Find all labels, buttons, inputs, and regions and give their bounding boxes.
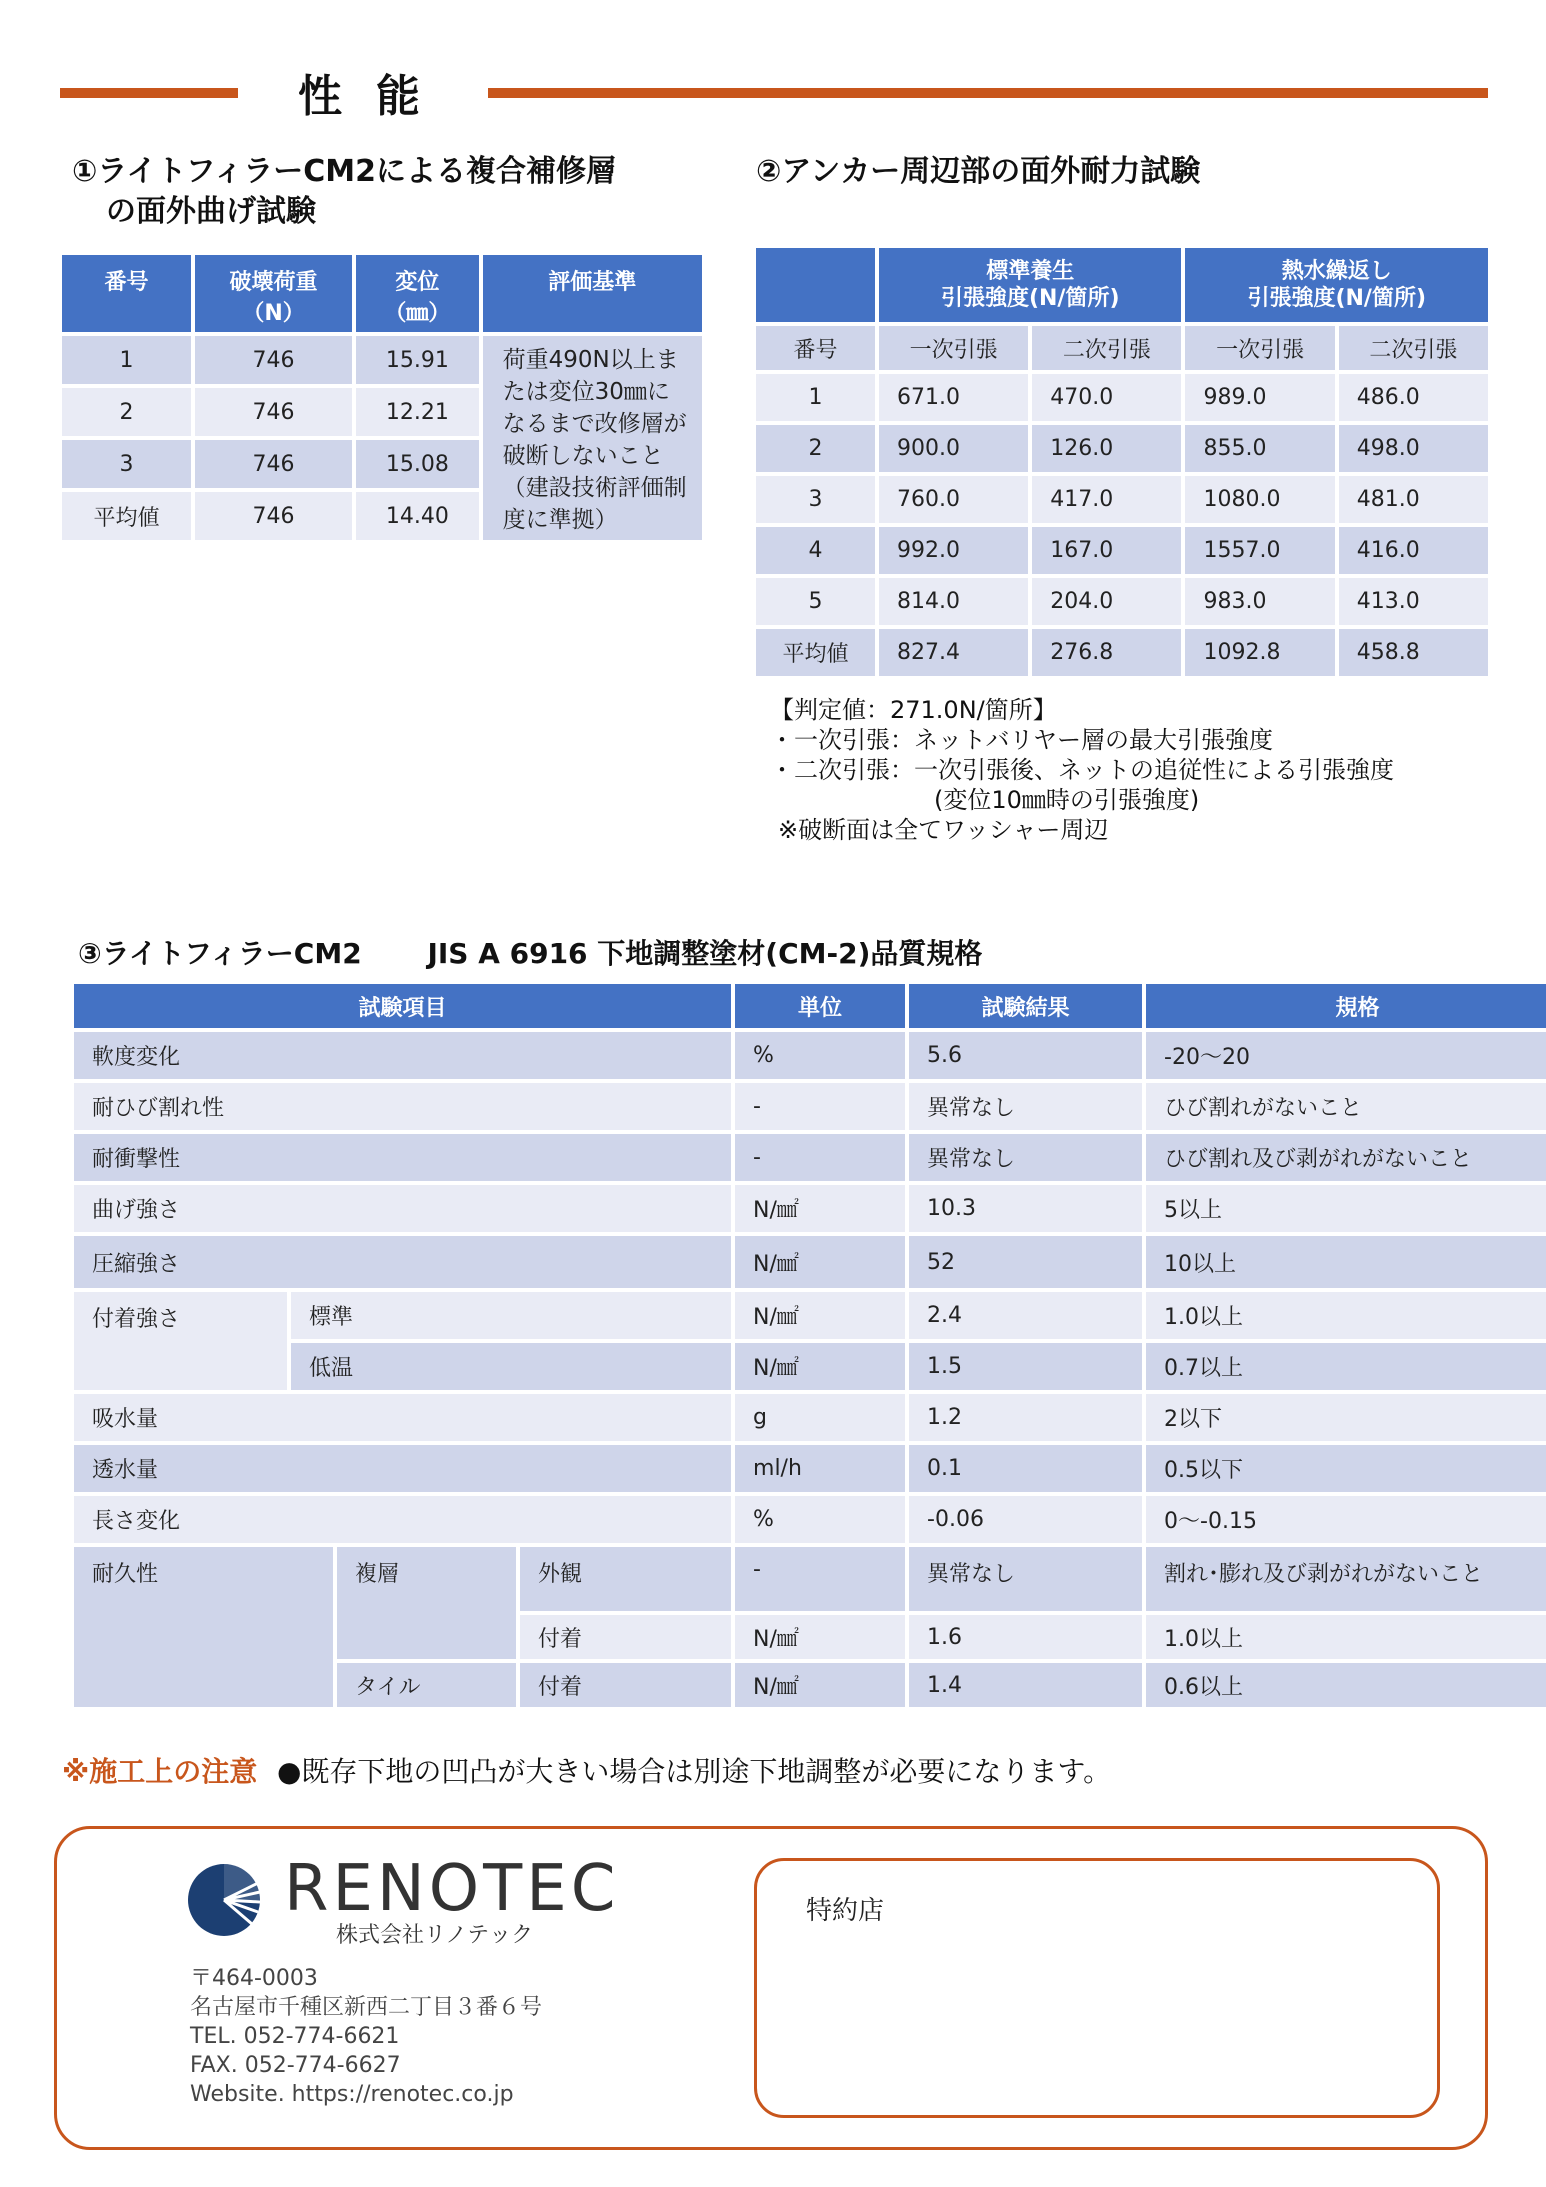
cell-value: 458.8 bbox=[1339, 629, 1488, 676]
cell-result: 2.4 bbox=[909, 1292, 1142, 1339]
header-displacement: 変位 （㎜） bbox=[356, 255, 479, 332]
cell-value: 1092.8 bbox=[1185, 629, 1334, 676]
page-title: 性能 bbox=[298, 71, 454, 122]
table-row bbox=[756, 578, 1488, 625]
cell-unit: ml/h bbox=[735, 1445, 905, 1492]
cell-spec: 0.6以上 bbox=[1146, 1663, 1546, 1707]
cell-load: 746 bbox=[195, 440, 352, 488]
cell-unit: - bbox=[735, 1083, 905, 1130]
caution-text: ●既存下地の凹凸が大きい場合は別途下地調整が必要になります。 bbox=[276, 1755, 1112, 1788]
cell-disp: 14.40 bbox=[356, 492, 479, 540]
cell-value: 1557.0 bbox=[1185, 527, 1334, 574]
cell-load: 746 bbox=[195, 336, 352, 384]
cell-item: 長さ変化 bbox=[74, 1496, 731, 1543]
table-row bbox=[74, 1292, 1546, 1339]
cell-unit: N/㎟ bbox=[735, 1615, 905, 1659]
title-rule-right bbox=[488, 88, 1488, 98]
caution-line bbox=[62, 1750, 1111, 1790]
renotec-logo-icon bbox=[186, 1862, 262, 1938]
cell-result: 52 bbox=[909, 1236, 1142, 1288]
cell-value: 760.0 bbox=[879, 476, 1028, 523]
header-blank bbox=[756, 248, 875, 322]
cell-load: 746 bbox=[195, 492, 352, 540]
title-rule-left bbox=[60, 88, 238, 98]
cell-spec: -20～20 bbox=[1146, 1032, 1546, 1079]
cell-result: 5.6 bbox=[909, 1032, 1142, 1079]
cell-value: 167.0 bbox=[1032, 527, 1181, 574]
subheader-no: 番号 bbox=[756, 326, 875, 370]
cell-unit: % bbox=[735, 1032, 905, 1079]
cell-spec: 0.7以上 bbox=[1146, 1343, 1546, 1390]
table-row bbox=[756, 629, 1488, 676]
cell-spec: ひび割れ及び剥がれがないこと bbox=[1146, 1134, 1546, 1181]
cell-disp: 15.08 bbox=[356, 440, 479, 488]
cell-no: 平均値 bbox=[62, 492, 191, 540]
cell-value: 417.0 bbox=[1032, 476, 1181, 523]
cell-no: 1 bbox=[756, 374, 875, 421]
cell-no: 3 bbox=[62, 440, 191, 488]
table-row bbox=[74, 1343, 1546, 1390]
cell-value: 276.8 bbox=[1032, 629, 1181, 676]
cell-unit: g bbox=[735, 1394, 905, 1441]
section2-title: ②アンカー周辺部の面外耐力試験 bbox=[756, 154, 1201, 189]
cell-no: 平均値 bbox=[756, 629, 875, 676]
table-row bbox=[756, 476, 1488, 523]
bending-test-table bbox=[58, 251, 706, 544]
cell-value: 992.0 bbox=[879, 527, 1028, 574]
cell-item: 吸水量 bbox=[74, 1394, 731, 1441]
note-judgement: 【判定値：271.0N/箇所】 bbox=[770, 696, 1057, 724]
cell-value: 486.0 bbox=[1339, 374, 1488, 421]
table-row bbox=[74, 1032, 1546, 1079]
cell-subitem: 付着 bbox=[520, 1615, 731, 1659]
cell-spec: 5以上 bbox=[1146, 1185, 1546, 1232]
cell-spec: 10以上 bbox=[1146, 1236, 1546, 1288]
cell-value: 814.0 bbox=[879, 578, 1028, 625]
cell-value: 204.0 bbox=[1032, 578, 1181, 625]
cell-result: 1.6 bbox=[909, 1615, 1142, 1659]
cell-spec: 1.0以上 bbox=[1146, 1292, 1546, 1339]
cell-item: 曲げ強さ bbox=[74, 1185, 731, 1232]
cell-item: 軟度変化 bbox=[74, 1032, 731, 1079]
section3-title-left: ③ライトフィラーCM2 bbox=[78, 937, 362, 970]
subheader-secondary: 二次引張 bbox=[1339, 326, 1488, 370]
note-secondary: ・二次引張：一次引張後、ネットの追従性による引張強度 bbox=[770, 756, 1394, 784]
cell-result: 異常なし bbox=[909, 1134, 1142, 1181]
cell-spec: 0～-0.15 bbox=[1146, 1496, 1546, 1543]
note-secondary-detail: (変位10㎜時の引張強度) bbox=[934, 786, 1200, 814]
header-standard-curing: 標準養生 引張強度(N/箇所) bbox=[879, 248, 1182, 322]
cell-no: 3 bbox=[756, 476, 875, 523]
section2-notes bbox=[770, 695, 1394, 845]
header-no: 番号 bbox=[62, 255, 191, 332]
cell-spec: ひび割れがないこと bbox=[1146, 1083, 1546, 1130]
cell-unit: N/㎟ bbox=[735, 1292, 905, 1339]
cell-item: 耐ひび割れ性 bbox=[74, 1083, 731, 1130]
section1-title-line2: の面外曲げ試験 bbox=[106, 194, 316, 229]
cell-item: 耐衝撃性 bbox=[74, 1134, 731, 1181]
cell-value: 855.0 bbox=[1185, 425, 1334, 472]
cell-value: 498.0 bbox=[1339, 425, 1488, 472]
section1-title bbox=[72, 152, 616, 232]
cell-disp: 15.91 bbox=[356, 336, 479, 384]
table-row bbox=[74, 1134, 1546, 1181]
cell-result: 10.3 bbox=[909, 1185, 1142, 1232]
cell-no: 2 bbox=[756, 425, 875, 472]
cell-subitem: 外観 bbox=[520, 1547, 731, 1611]
cell-value: 1080.0 bbox=[1185, 476, 1334, 523]
dealer-label: 特約店 bbox=[806, 1896, 885, 1926]
cell-unit: - bbox=[735, 1134, 905, 1181]
fax: FAX. 052-774-6627 bbox=[190, 2053, 401, 2078]
table-row bbox=[74, 1394, 1546, 1441]
subheader-primary: 一次引張 bbox=[879, 326, 1028, 370]
subheader-secondary: 二次引張 bbox=[1032, 326, 1181, 370]
cell-unit: N/㎟ bbox=[735, 1185, 905, 1232]
anchor-test-table bbox=[752, 244, 1492, 680]
table-row bbox=[62, 336, 702, 384]
postal-code: 〒464-0003 bbox=[190, 1966, 318, 1991]
cell-spec: 0.5以下 bbox=[1146, 1445, 1546, 1492]
cell-load: 746 bbox=[195, 388, 352, 436]
section3-title-right: JIS A 6916 下地調整塗材(CM-2)品質規格 bbox=[427, 937, 983, 970]
table-row bbox=[74, 1185, 1546, 1232]
cell-result: 異常なし bbox=[909, 1547, 1142, 1611]
cell-value: 413.0 bbox=[1339, 578, 1488, 625]
cell-unit: N/㎟ bbox=[735, 1663, 905, 1707]
header-unit: 単位 bbox=[735, 984, 905, 1028]
cell-spec: 割れ･膨れ及び剥がれがないこと bbox=[1146, 1547, 1546, 1611]
quality-spec-table bbox=[70, 980, 1546, 1711]
cell-value: 989.0 bbox=[1185, 374, 1334, 421]
cell-disp: 12.21 bbox=[356, 388, 479, 436]
cell-unit: % bbox=[735, 1496, 905, 1543]
cell-unit: N/㎟ bbox=[735, 1343, 905, 1390]
cell-adhesion-label: 付着強さ bbox=[74, 1292, 287, 1390]
cell-no: 1 bbox=[62, 336, 191, 384]
cell-multilayer-label: 複層 bbox=[337, 1547, 516, 1659]
cell-result: -0.06 bbox=[909, 1496, 1142, 1543]
cell-no: 2 bbox=[62, 388, 191, 436]
cell-subitem: 低温 bbox=[291, 1343, 731, 1390]
note-fracture: ※破断面は全てワッシャー周辺 bbox=[778, 816, 1109, 844]
cell-value: 126.0 bbox=[1032, 425, 1181, 472]
header-load: 破壊荷重 （N） bbox=[195, 255, 352, 332]
table-row bbox=[756, 374, 1488, 421]
cell-result: 異常なし bbox=[909, 1083, 1142, 1130]
cell-result: 1.5 bbox=[909, 1343, 1142, 1390]
cell-result: 1.2 bbox=[909, 1394, 1142, 1441]
cell-spec: 2以下 bbox=[1146, 1394, 1546, 1441]
cell-result: 0.1 bbox=[909, 1445, 1142, 1492]
cell-item: 圧縮強さ bbox=[74, 1236, 731, 1288]
cell-tile-label: タイル bbox=[337, 1663, 516, 1707]
cell-item: 透水量 bbox=[74, 1445, 731, 1492]
cell-unit: - bbox=[735, 1547, 905, 1611]
cell-value: 416.0 bbox=[1339, 527, 1488, 574]
caution-label: ※施工上の注意 bbox=[62, 1755, 258, 1788]
company-logo-text: RENOTEC bbox=[284, 1852, 620, 1926]
table-row bbox=[74, 1083, 1546, 1130]
cell-subitem: 付着 bbox=[520, 1663, 731, 1707]
cell-value: 827.4 bbox=[879, 629, 1028, 676]
section3-title bbox=[78, 934, 982, 974]
address: 名古屋市千種区新西二丁目３番６号 bbox=[190, 1995, 543, 2020]
cell-value: 470.0 bbox=[1032, 374, 1181, 421]
cell-value: 900.0 bbox=[879, 425, 1028, 472]
header-hot-water-cycle: 熱水繰返し 引張強度(N/箇所) bbox=[1185, 248, 1488, 322]
note-primary: ・一次引張：ネットバリヤー層の最大引張強度 bbox=[770, 726, 1274, 754]
website-link[interactable]: Website. https://renotec.co.jp bbox=[190, 2082, 514, 2107]
tel: TEL. 052-774-6621 bbox=[190, 2024, 400, 2049]
company-address-block bbox=[190, 1964, 542, 2109]
table-row bbox=[74, 1445, 1546, 1492]
section1-title-line1: ①ライトフィラーCM2による複合補修層 bbox=[72, 154, 616, 189]
table-row bbox=[74, 1547, 1546, 1611]
cell-spec: 1.0以上 bbox=[1146, 1615, 1546, 1659]
cell-unit: N/㎟ bbox=[735, 1236, 905, 1288]
cell-value: 671.0 bbox=[879, 374, 1028, 421]
header-spec: 規格 bbox=[1146, 984, 1546, 1028]
criteria-cell: 荷重490N以上または変位30㎜になるまで改修層が破断しないこと（建設技術評価制度に準拠） bbox=[483, 336, 702, 540]
cell-durability-label: 耐久性 bbox=[74, 1547, 333, 1707]
cell-value: 983.0 bbox=[1185, 578, 1334, 625]
table-row bbox=[74, 1236, 1546, 1288]
cell-no: 5 bbox=[756, 578, 875, 625]
sub-header-row bbox=[756, 326, 1488, 370]
table-row bbox=[756, 527, 1488, 574]
company-name: 株式会社リノテック bbox=[336, 1923, 534, 1948]
cell-result: 1.4 bbox=[909, 1663, 1142, 1707]
header-criteria: 評価基準 bbox=[483, 255, 702, 332]
table-row bbox=[74, 1496, 1546, 1543]
subheader-primary: 一次引張 bbox=[1185, 326, 1334, 370]
header-result: 試験結果 bbox=[909, 984, 1142, 1028]
header-test-item: 試験項目 bbox=[74, 984, 731, 1028]
cell-no: 4 bbox=[756, 527, 875, 574]
cell-subitem: 標準 bbox=[291, 1292, 731, 1339]
cell-value: 481.0 bbox=[1339, 476, 1488, 523]
table-row bbox=[756, 425, 1488, 472]
company-logo bbox=[186, 1862, 262, 1938]
